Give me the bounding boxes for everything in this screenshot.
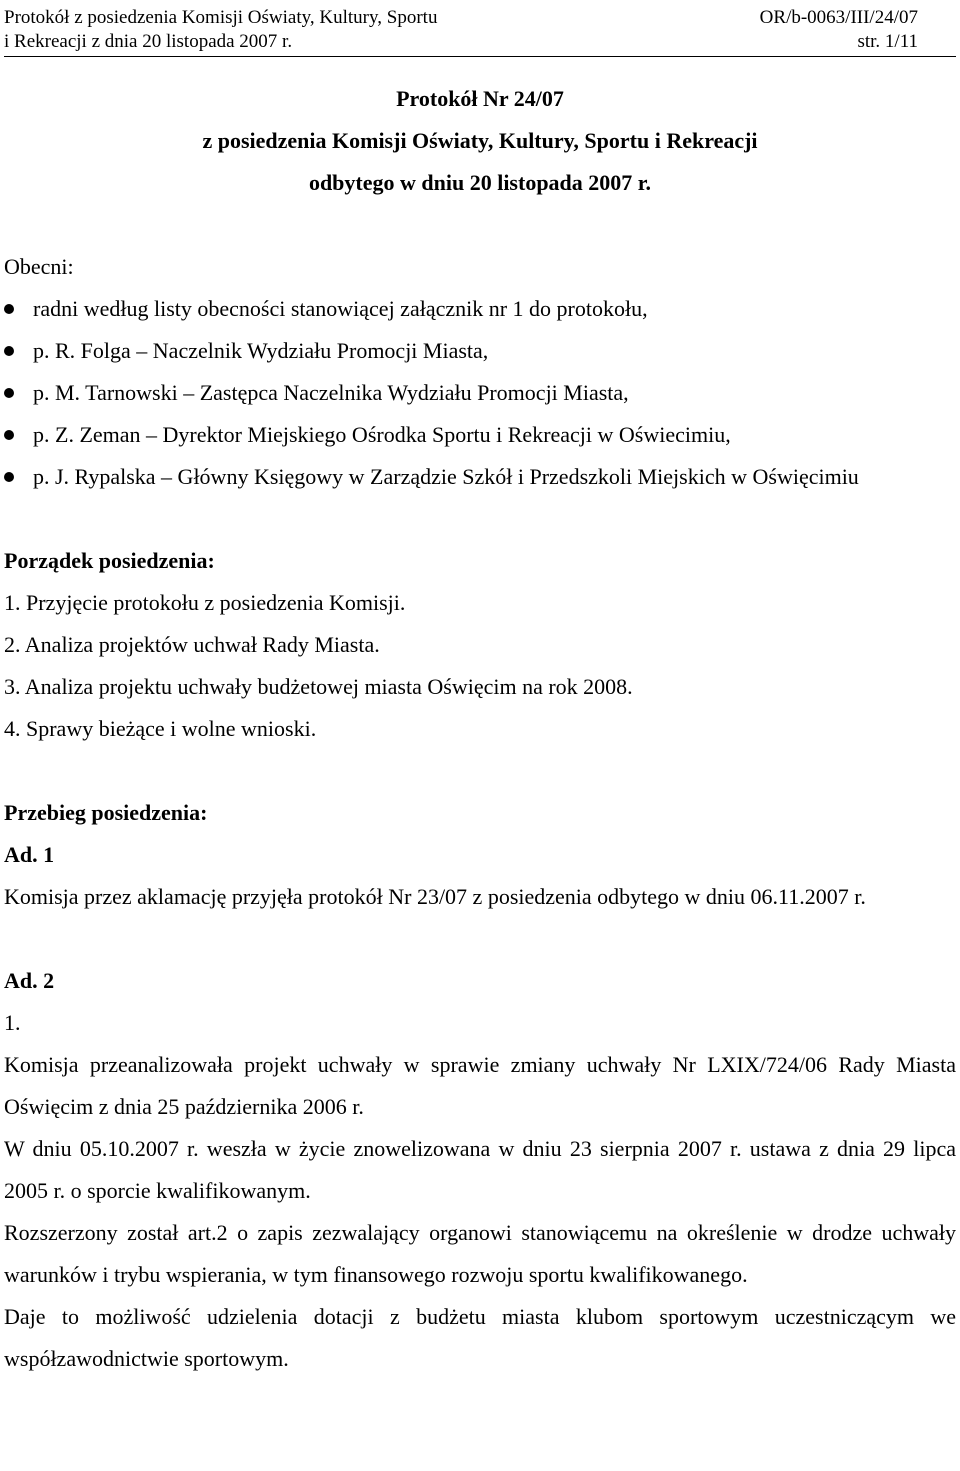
header-page-number: str. 1/11	[857, 31, 918, 52]
agenda-section	[4, 540, 956, 750]
list-item: 4. Sprawy bieżące i wolne wnioski.	[4, 716, 317, 741]
title-line-1: Protokół Nr 24/07	[396, 86, 564, 111]
agenda-heading: Porządek posiedzenia:	[4, 548, 215, 573]
present-list	[4, 288, 956, 498]
proceedings-section	[4, 792, 956, 1380]
list-item: 2. Analiza projektów uchwał Rady Miasta.	[4, 632, 380, 657]
document-body	[4, 78, 956, 1380]
agenda-list	[4, 582, 956, 750]
list-item: p. Z. Zeman – Dyrektor Miejskiego Ośrodka Sportu i Rekreacji w Oświecimiu,	[4, 414, 956, 456]
ad2-label: Ad. 2	[4, 968, 55, 993]
list-item: p. R. Folga – Naczelnik Wydziału Promocji Miasta,	[4, 330, 956, 372]
proceedings-heading: Przebieg posiedzenia:	[4, 800, 208, 825]
list-item: 3. Analiza projektu uchwały budżetowej miasta Oświęcim na rok 2008.	[4, 674, 633, 699]
header-doc-date: i Rekreacji z dnia 20 listopada 2007 r.	[4, 31, 293, 52]
present-heading: Obecni:	[4, 254, 74, 279]
present-section	[4, 246, 956, 498]
page-header	[4, 6, 956, 57]
list-item: p. J. Rypalska – Główny Księgowy w Zarządzie Szkół i Przedszkoli Miejskich w Oświęcimiu	[4, 456, 956, 498]
header-doc-title: Protokół z posiedzenia Komisji Oświaty, Kultury, Sportu	[4, 7, 438, 28]
title-line-3: odbytego w dniu 20 listopada 2007 r.	[308, 170, 652, 195]
list-item: radni według listy obecności stanowiącej załącznik nr 1 do protokołu,	[4, 288, 956, 330]
ad2-paragraph-3: Rozszerzony został art.2 o zapis zezwalający organowi stanowiącemu na określenie w drodze uchwały warunków i trybu wspierania, w tym finansowego rozwoju sportu kwalifikowanego.	[4, 1220, 956, 1287]
list-item: 1. Przyjęcie protokołu z posiedzenia Komisji.	[4, 590, 406, 615]
header-left	[4, 6, 437, 54]
header-right	[760, 6, 918, 54]
ad2-number: 1.	[4, 1010, 21, 1035]
ad2-paragraph-2: W dniu 05.10.2007 r. weszła w życie znowelizowana w dniu 23 sierpnia 2007 r. ustawa z dnia 29 lipca 2005 r. o sporcie kwalifikowanym.	[4, 1136, 956, 1203]
header-doc-number: OR/b-0063/III/24/07	[759, 7, 918, 28]
ad1-text: Komisja przez aklamację przyjęła protokół Nr 23/07 z posiedzenia odbytego w dniu 06.11.2007 r.	[4, 884, 866, 909]
title-line-2: z posiedzenia Komisji Oświaty, Kultury, Sportu i Rekreacji	[202, 128, 758, 153]
ad2-paragraph-1: Komisja przeanalizowała projekt uchwały w sprawie zmiany uchwały Nr LXIX/724/06 Rady Miasta Oświęcim z dnia 25 października 2006 r.	[4, 1052, 956, 1119]
ad2-paragraph-4: Daje to możliwość udzielenia dotacji z budżetu miasta klubom sportowym uczestniczącym we współzawodnictwie sportowym.	[4, 1304, 956, 1371]
document-title	[4, 78, 956, 204]
list-item: p. M. Tarnowski – Zastępca Naczelnika Wydziału Promocji Miasta,	[4, 372, 956, 414]
ad1-label: Ad. 1	[4, 842, 55, 867]
